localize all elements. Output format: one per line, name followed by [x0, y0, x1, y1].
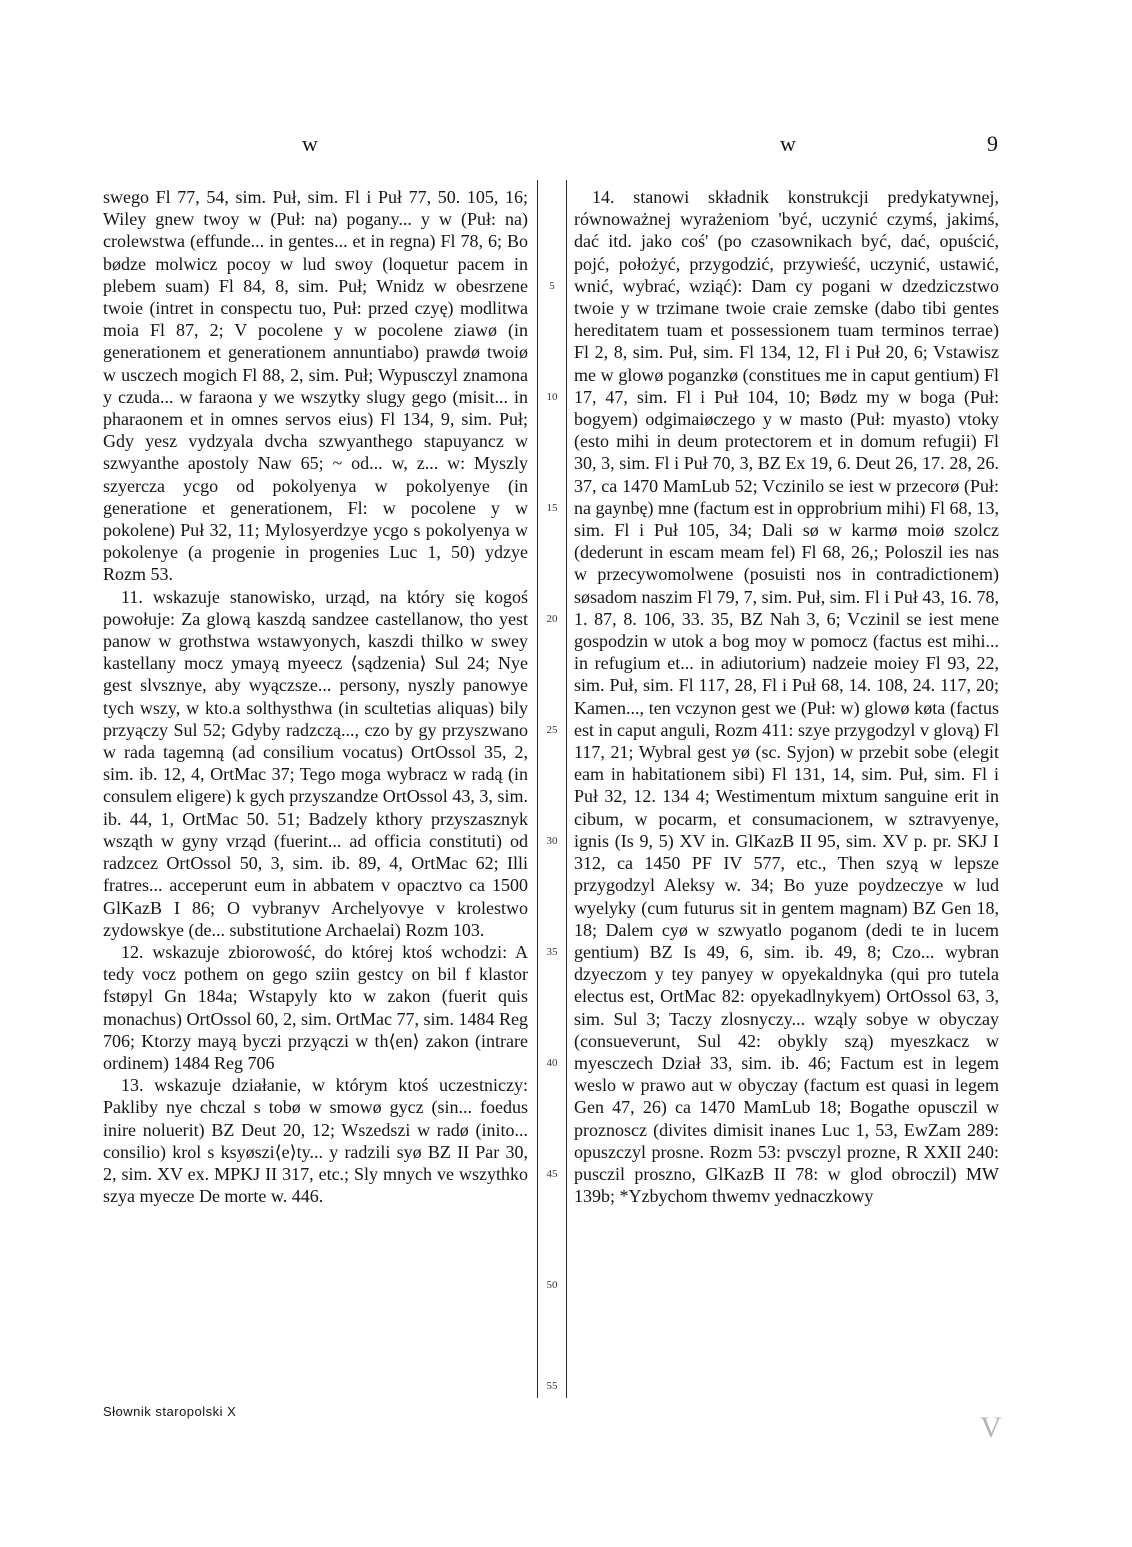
entry-paragraph: 12. wskazuje zbiorowość, do której ktoś wchodzi: A tedy vocz pothem on gego sziin gestcy on bil f klastor fstøpyl Gn 184a; Wstapyly kto w zakon (fuerit quis monachus) OrtOssol 60, 2, sim. OrtMac 77, sim. 1484 Reg 706; Ktorzy mayą byczi przyączi w th⟨en⟩ zakon (intrare ordinem) 1484 Reg 706: [103, 941, 528, 1073]
line-number: 25: [546, 724, 558, 736]
entry-paragraph: 14. stanowi składnik konstrukcji predykatywnej, równoważnej wyrażeniom 'być, uczynić czymś, jakimś, dać itd. jako coś' (po czasownikach być, dać, opuścić, pojć, położyć, przygodzić, przywieść, uczynić, ustawić, wnić, wybrać, wziąć): Dam cy pogani w dzedziczstwo twoie y w trzimane twoie craie zemske (dabo tibi gentes hereditatem tuam et possessionem tuam terminos terrae) Fl 2, 8, sim. Puł, sim. Fl 134, 12, Fl i Puł 20, 6; Vstawisz me w glowø poganzkø (constitues me in caput gentium) Fl 17, 47, sim. Fl i Puł 104, 10; Bødz my w boga (Puł: bogyem) odgimaiøczego y w masto (Puł: myasto) vtoky (esto mihi in deum protectorem et in domum refugii) Fl 30, 3, sim. Fl i Puł 70, 3, BZ Ex 19, 6. Deut 26, 17. 28, 26. 37, ca 1470 MamLub 52; Vczinilo se iest w przecorø (Puł: na gaynbę) mne (factum est in opprobrium mihi) Fl 68, 13, sim. Fl i Puł 105, 34; Dali sø w karmø moiø szolcz (dederunt in escam meam fel) Fl 68, 26,; Poloszil ies nas w przecywomolwene (posuisti nos in contradictionem) søsadom naszim Fl 79, 7, sim. Puł, sim. Fl i Puł 43, 16. 78, 1. 87, 8. 106, 33. 35, BZ Nah 3, 6; Vczinil se iest mene gospodzin w utok a bog moy w pomocz (factus est mihi... in refugium et... in adiutorium) nadzeie moiey Fl 93, 22, sim. Puł, sim. Fl 117, 28, Fl i Puł 68, 14. 108, 24. 117, 20; Kamen..., ten vczynon gest we (Puł: w) glowø køta (factus est in caput anguli, Rozm 411: szye przygodzyl v glovą) Fl 117, 21; Wybral gest yø (sc. Syjon) w przebit sobe (elegit eam in habitationem sibi) Fl 131, 14, sim. Puł, sim. Fl i Puł 32, 12. 134 4; Westimentum mixtum sanguine erit in cibum, w pocarm, et consumacionem, w sztravyenye, ignis (Is 9, 5) XV in. GlKazB II 95, sim. XV p. pr. SKJ I 312, ca 1450 PF IV 577, etc., Then szyą w lepsze przygodzyl Aleksy w. 34; Bo yuze poydzeczye w lud wyelyky (cum futurus sit in gentem magnam) BZ Gen 18, 18; Dalem cyø w szwyatlo poganom (dedi te in lucem gentium) BZ Is 49, 6, sim. ib. 49, 8; Czo... wybran dzyeczom y tey panyey w opyekaldnyka (qui pro tutela electus est, OrtMac 82: opyekadlnykyem) OrtOssol 63, 3, sim. Sul 3; Taczy zlosnyczy... wząly sobye w obyczay (consueverunt, Sul 42: obykly szą) myeszkacz w myesczech Dział 33, sim. ib. 46; Factum est in legem weslo w prawo aut w obyczay (factum est quasi in legem Gen 47, 26) ca 1470 MamLub 18; Bogathe opusczil w proznoscz (divites dimisit inanes Luc 1, 53, EwZam 289: opuszczyl prosne. Rozm 53: pvsczyl prozne, R XXII 240: pusczil proszno, GlKazB II 78: w glod obroczil) MW 139b; *Yzbychom thwemv yednaczkowy: [574, 187, 999, 1207]
page-number: 9: [987, 131, 998, 156]
margin-mark: V: [980, 1411, 1002, 1444]
guide-word-left: w: [302, 131, 318, 156]
line-number: 15: [546, 502, 558, 514]
line-number: 35: [546, 946, 558, 958]
right-column: [574, 186, 999, 1207]
line-number: 55: [546, 1380, 558, 1392]
line-number: 40: [546, 1057, 558, 1069]
left-column: [103, 186, 528, 1207]
column-rule-right: [566, 180, 567, 1398]
line-number: 45: [546, 1168, 558, 1180]
column-rule-left: [537, 180, 538, 1398]
entry-paragraph: swego Fl 77, 54, sim. Puł, sim. Fl i Puł 77, 50. 105, 16; Wiley gnew twoy w (Puł: na) pogany... y w (Puł: na) crolewstwa (effunde... in gentes... et in regna) Fl 78, 6; Bo bødze molwicz pocoy w lud swoy (loquetur pacem in plebem suam) Fl 84, 8, sim. Puł; Wnidz w obesrzene twoie (intret in conspectu tuo, Puł: przed czyę) modlitwa moia Fl 87, 2; V pocolene y w pocolene ziawø (in generationem et generationem annuntiabo) prawdø twoiø w usczech mogich Fl 88, 2, sim. Puł; Wypusczyl znamona y czuda... w faraona y we wszytky slugy gego (misit... in pharaonem et in omnes servos eius) Fl 134, 9, sim. Puł; Gdy yesz vydzyala dvcha szwyanthego stapuyancz w szwyanthe apostoly Naw 65; ~ od... w, z... w: Myszly szyercza ycgo od pokolyenya w pokolyenye (in generatione et generationem, Fl: w pocolene y w pokolene) Puł 32, 11; Mylosyerdzye ycgo s pokolyenya w pokolenye (a progenie in progenies Luc 1, 50) ydzye Rozm 53.: [103, 187, 528, 585]
footer-signature: Słownik staropolski X: [103, 1404, 237, 1419]
line-number: 10: [546, 391, 558, 403]
line-number: 20: [546, 613, 558, 625]
line-number: 5: [549, 280, 555, 292]
guide-word-right: w: [780, 131, 796, 156]
line-number: 30: [546, 835, 558, 847]
running-header: [0, 128, 1132, 160]
entry-paragraph: 11. wskazuje stanowisko, urząd, na który się kogoś powołuje: Za glową kaszdą sandzee castellanow, tho yest panow w grothstwa wstawyonych, kaszdi thilko w swey kastellany mocz ymayą myeecz ⟨sądzenia⟩ Sul 24; Nye gest slvsznye, aby wyączsze... persony, nyszly panowye tych wszy, w kto.a solthysthwa (in scultetias aliquas) bily przyączy Sul 52; Gdyby radzczą..., czo by gy przyszwano w rada tagemną (ad consilium vocatus) OrtOssol 35, 2, sim. ib. 12, 4, OrtMac 37; Tego moga wybracz w radą (in consulem eligere) k gych przyszandze OrtOssol 43, 3, sim. ib. 44, 1, OrtMac 50. 51; Badzely kthory przyszasznyk wsząth w gyny vrząd (fuerint... ad officia constituti) od radzcez OrtOssol 50, 3, sim. ib. 89, 4, OrtMac 62; Illi fratres... acceperunt eum in abbatem v opacztvo ca 1500 GlKazB I 86; O vybranyv Archelyovye v krolestwo zydowskye (de... substitutione Archaelai) Rozm 103.: [103, 586, 528, 940]
line-number: 50: [546, 1279, 558, 1291]
entry-paragraph: 13. wskazuje działanie, w którym ktoś uczestniczy: Pakliby nye chczal s tobø w smowø gycz (sin... foedus inire noluerit) BZ Deut 20, 12; Wszedszi w radø (inito... consilio) krol s ksyøszi⟨e⟩ty... y radzili syø BZ II Par 30, 2, sim. XV ex. MPKJ II 317, etc.; Sly mnych ve wszythko szya myecze De morte w. 446.: [103, 1075, 528, 1207]
